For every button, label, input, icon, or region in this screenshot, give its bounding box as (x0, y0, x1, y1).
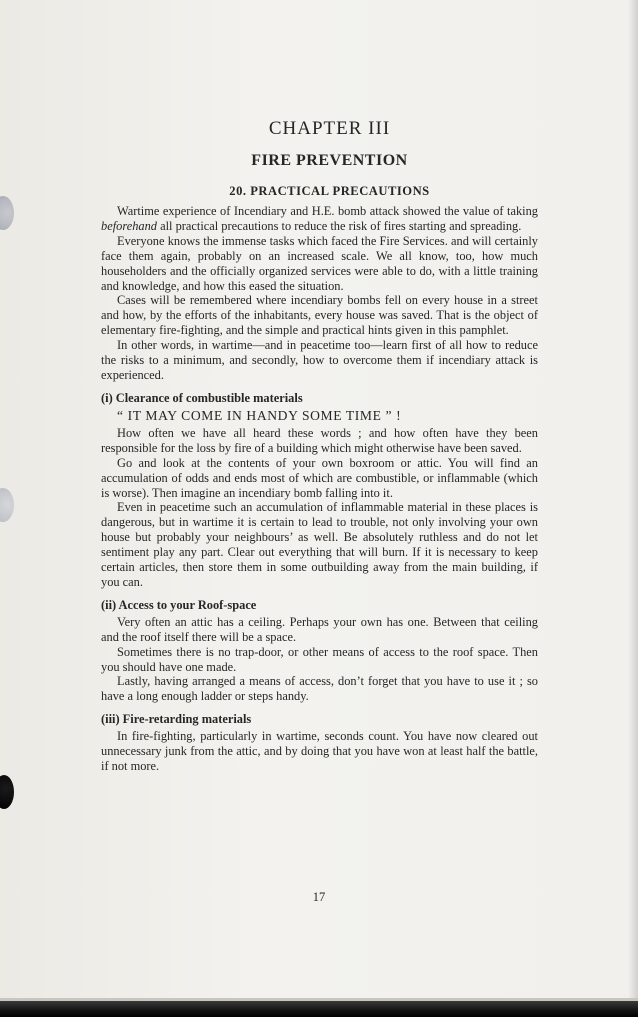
emphasis-text: beforehand (101, 218, 157, 233)
subsection-heading: (ii) Access to your Roof-space (101, 597, 257, 612)
paragraph: Go and look at the contents of your own boxroom or attic. You will find an accumulation of odds and ends most of which are combustible, or inflammable (which is worse). Then imagine an incendiary bomb falling into it. (101, 455, 538, 500)
page-number: 17 (312, 890, 326, 904)
paragraph: Everyone knows the immense tasks which faced the Fire Services. and will certainly face them again, probably on an increased scale. We all know, too, how much householders and the officially organized services were able to do, with a little training and knowledge, and how this eased the situation. (101, 233, 538, 293)
paragraph (101, 204, 538, 234)
chapter-heading: CHAPTER III (268, 118, 391, 139)
paragraph: How often we have all heard these words ; and how often have they been responsible for the loss by fire of a building which might otherwise have been saved. (101, 425, 538, 455)
scan-bottom-edge (0, 1001, 638, 1017)
paragraph: In fire-fighting, particularly in wartime, seconds count. You have now cleared out unnecessary junk from the attic, and by doing that you have won at least half the battle, if not more. (101, 729, 538, 774)
paragraph-text: all practical precautions to reduce the risk of fires starting and spreading. (156, 218, 522, 233)
paragraph: Cases will be remembered where incendiary bombs fell on every house in a street and how, by the efforts of the inhabitants, every house was saved. That is the object of elementary fire-fighting, and the simple and practical hints given in this pamphlet. (101, 293, 538, 338)
section-heading: 20. PRACTICAL PRECAUTIONS (229, 184, 430, 198)
paragraph: Very often an attic has a ceiling. Perhaps your own has one. Between that ceiling and the roof itself there will be a space. (101, 614, 538, 644)
page-edge-shadow (628, 0, 638, 1017)
chapter-title: FIRE PREVENTION (251, 152, 408, 169)
subsection-heading: (i) Clearance of combustible materials (101, 390, 303, 405)
binding-hole (0, 196, 14, 230)
paragraph: Sometimes there is no trap-door, or other means of access to the roof space. Then you should have one made. (101, 644, 538, 674)
paragraph: In other words, in wartime—and in peacetime too—learn first of all how to reduce the risks to a minimum, and secondly, how to overcome them if incendiary attack is experienced. (101, 338, 538, 382)
binding-hole (0, 488, 14, 522)
paragraph: Even in peacetime such an accumulation of inflammable material in these places is dangerous, but in wartime it is certain to lead to trouble, not only involving your own house but probably your neighbours’ as well. Be absolutely ruthless and do not let sentiment play any part. Clear out everything that will burn. If it is necessary to keep certain articles, then store them in some outbuilding away from the main building, if you can. (101, 500, 538, 589)
subsection-heading: (iii) Fire-retarding materials (101, 712, 252, 727)
binding-hole (0, 775, 14, 809)
paragraph-text: Wartime experience of Incendiary and H.E. bomb attack showed the value of taking (117, 204, 538, 218)
page-content (101, 118, 538, 774)
quoted-saying: “ IT MAY COME IN HANDY SOME TIME ” ! (117, 407, 402, 423)
paragraph: Lastly, having arranged a means of access, don’t forget that you have to use it ; so have a long enough ladder or steps handy. (101, 674, 538, 704)
